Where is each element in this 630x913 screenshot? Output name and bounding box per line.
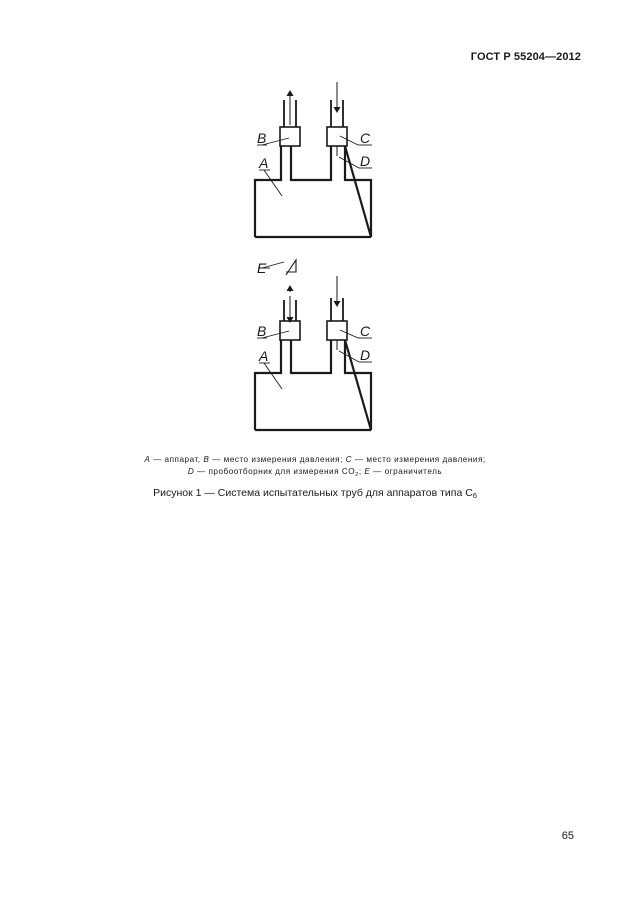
label-d-upper: D — [360, 153, 371, 169]
figure-legend-line-2 — [0, 466, 630, 478]
legend-b-key: B — [203, 455, 210, 464]
label-a-lower: A — [259, 348, 269, 364]
upper-diagram — [255, 82, 372, 237]
label-c-upper: C — [360, 130, 371, 146]
figure-caption-text: Рисунок 1 — Система испытательных труб для аппаратов типа C — [153, 487, 473, 499]
apparatus-upper — [255, 146, 371, 237]
page-number: 65 — [561, 830, 574, 842]
lower-diagram — [255, 260, 372, 430]
label-d-lower: D — [360, 347, 371, 363]
label-b-lower: B — [257, 323, 267, 339]
apparatus-lower — [255, 340, 371, 430]
restrictor-e — [286, 260, 296, 275]
legend-d-subscript: 2 — [355, 472, 359, 478]
label-c-lower: C — [360, 323, 371, 339]
box-b-lower — [280, 321, 300, 340]
label-e-lower: E — [257, 260, 267, 276]
legend-b-desc: — место измерения давления; — [212, 455, 343, 464]
box-c-lower — [327, 321, 347, 340]
legend-e-desc: — ограничитель — [373, 467, 443, 476]
legend-e-key: E — [364, 467, 371, 476]
legend-a-desc: — аппарат, — [153, 455, 201, 464]
figure-caption-subscript: 6 — [472, 491, 477, 500]
legend-d-key: D — [187, 467, 195, 476]
label-a-upper: A — [259, 155, 269, 171]
figure-legend-line-1 — [0, 454, 630, 466]
box-c-upper — [327, 127, 347, 146]
figure-caption — [0, 487, 630, 499]
legend-d-desc: — пробоотборник для измерения CO — [197, 467, 356, 476]
box-b-upper — [280, 127, 300, 146]
legend-c-desc: — место измерения давления; — [354, 455, 486, 464]
label-b-upper: B — [257, 130, 267, 146]
legend-a-key: A — [144, 455, 151, 464]
legend-c-key: C — [345, 455, 353, 464]
standard-header: ГОСТ Р 55204—2012 — [470, 51, 581, 63]
legend-d-separator: ; — [358, 467, 362, 476]
